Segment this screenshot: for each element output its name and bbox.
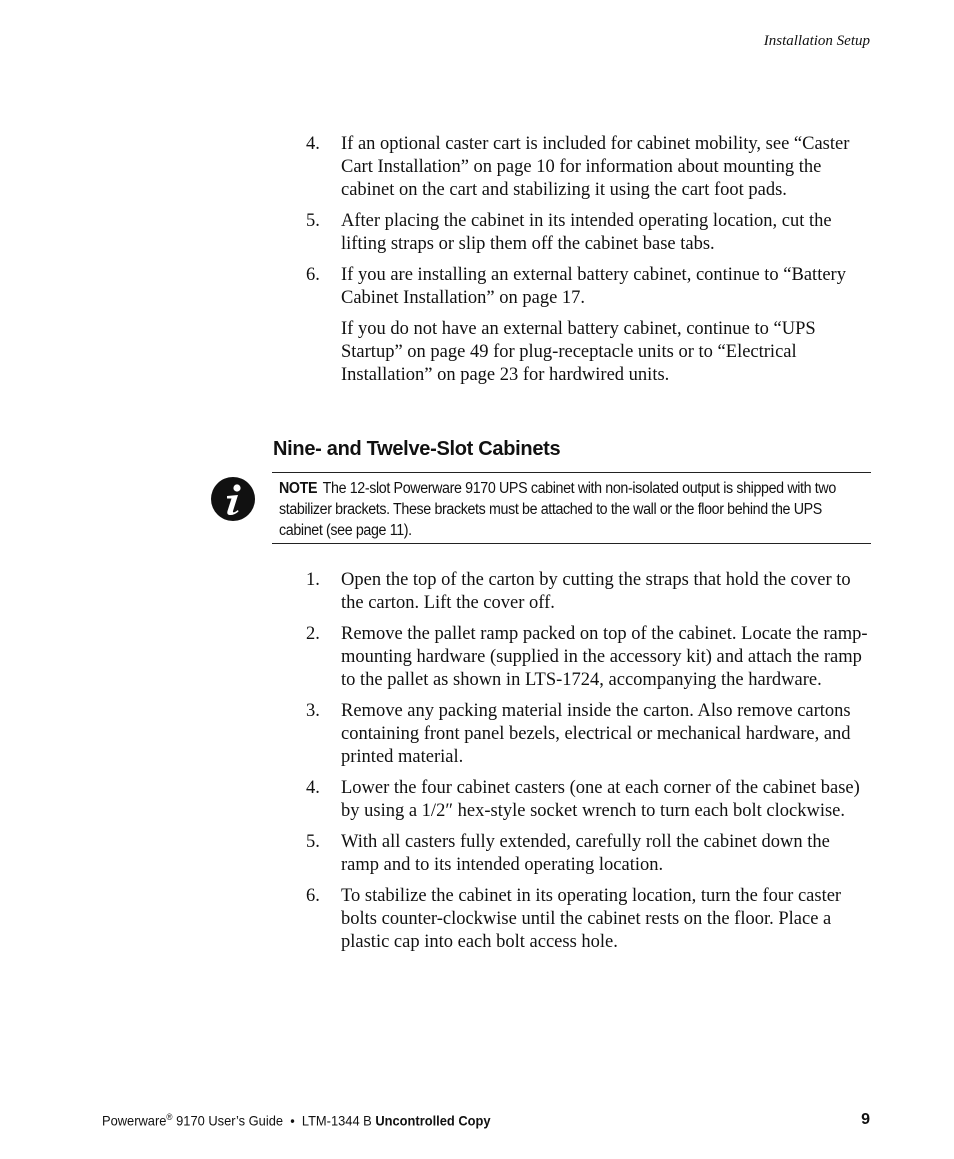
list-item-text: Remove the pallet ramp packed on top of the cabinet. Locate the ramp-mounting hardware (supplied in the accessory kit) and attach the ramp to the pallet as shown in LTS-1724, accompanying the hardware. [341,624,868,690]
footer-guide-info: 9170 User’s Guide • LTM-1344 B [172,1112,376,1129]
note-body: The 12-slot Powerware 9170 UPS cabinet with non-isolated output is shipped with two stabilizer brackets. These brackets must be attached to the wall or the floor behind the UPS cabinet (see page 11). [279,480,836,539]
list-item-text: To stabilize the cabinet in its operating location, turn the four caster bolts counter-clockwise until the cabinet rests on the floor. Place a plastic cap into each bolt access hole. [341,886,842,952]
list-item [306,133,872,202]
list-item [306,623,872,692]
list-item-text: With all casters fully extended, carefully roll the cabinet down the ramp and to its intended operating location. [341,832,830,875]
list-item-text: If you are installing an external battery cabinet, continue to “Battery Cabinet Installation” on page 17. [341,265,846,308]
page-footer [102,1112,491,1129]
list-item-text: After placing the cabinet in its intended operating location, cut the lifting straps or slip them off the cabinet base tabs. [341,211,832,254]
note-text [279,478,868,541]
list-item [306,264,872,387]
instruction-list-bottom [306,569,872,962]
list-item [306,777,872,823]
list-item-number: 1. [306,570,320,590]
list-item-number: 6. [306,886,320,906]
page-number: 9 [861,1111,870,1128]
instruction-list-top [306,133,872,395]
list-item-number: 4. [306,134,320,154]
section-heading: Nine- and Twelve-Slot Cabinets [273,438,561,460]
list-item-number: 5. [306,211,320,231]
list-item [306,700,872,769]
note-box [272,472,871,544]
list-item-text: If an optional caster cart is included for cabinet mobility, see “Caster Cart Installation” on page 10 for information about mounting the cabinet on the cart and stabilizing it using the cart foot pads. [341,134,850,200]
info-icon [210,476,256,522]
list-item [306,831,872,877]
list-item [306,210,872,256]
running-header: Installation Setup [763,33,870,49]
list-item [306,569,872,615]
list-item-number: 4. [306,778,320,798]
list-item-number: 3. [306,701,320,721]
list-item-followup-paragraph: If you do not have an external battery cabinet, continue to “UPS Startup” on page 49 for plug-receptacle units or to “Electrical Installation” on page 23 for hardwired units. [341,319,816,385]
list-item-text: Lower the four cabinet casters (one at each corner of the cabinet base) by using a 1/2″ hex-style socket wrench to turn each bolt clockwise. [341,778,860,821]
footer-registered-mark: ® [166,1112,173,1122]
list-item-number: 2. [306,624,320,644]
footer-brand: Powerware [102,1112,167,1129]
list-item-text: Open the top of the carton by cutting the straps that hold the cover to the carton. Lift the cover off. [341,570,851,613]
list-item-number: 6. [306,265,320,285]
list-item-text: Remove any packing material inside the carton. Also remove cartons containing front panel bezels, electrical or mechanical hardware, and printed material. [341,701,851,767]
list-item-number: 5. [306,832,320,852]
list-item [306,885,872,954]
note-label: NOTE [279,480,318,497]
footer-copy-status: Uncontrolled Copy [375,1112,491,1129]
